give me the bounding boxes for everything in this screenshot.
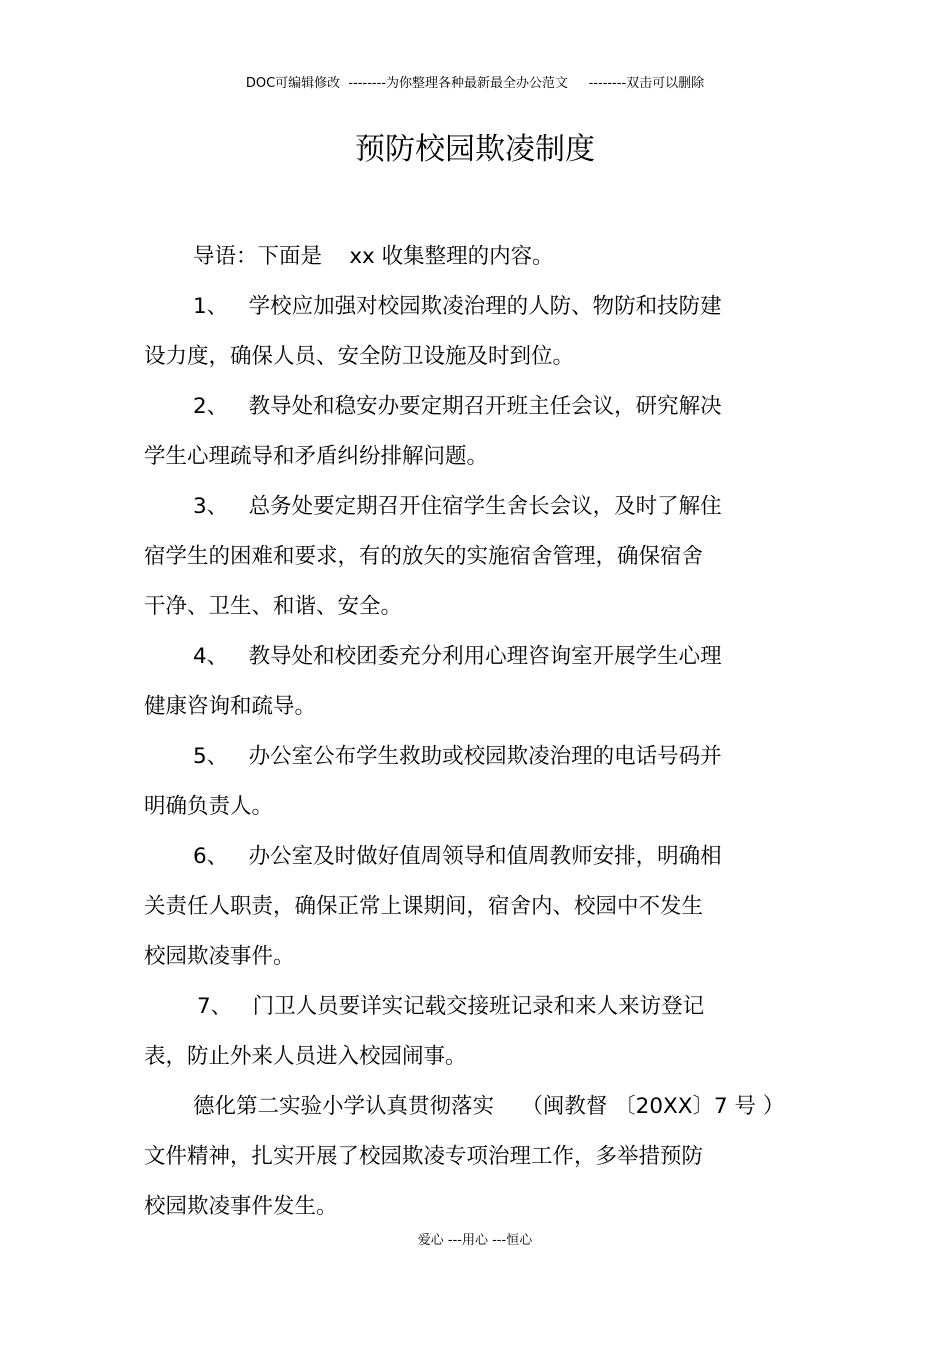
item-7-line-1: 7、 门卫人员要详实记载交接班记录和来人来访登记	[197, 994, 705, 1019]
item-1-line-2: 设力度，确保人员、安全防卫设施及时到位。	[144, 344, 575, 369]
item-4-line-1: 4、 教导处和校团委充分利用心理咨询室开展学生心理	[193, 644, 722, 669]
closing-line-3: 校园欺凌事件发生。	[144, 1194, 338, 1219]
item-4-line-2: 健康咨询和疏导。	[144, 694, 317, 719]
item-1-line-1: 1、 学校应加强对校园欺凌治理的人防、物防和技防建	[193, 294, 722, 319]
page-header: DOC可编辑修改 --------为你整理各种最新最全办公范文 --------双击可以删除	[245, 76, 705, 91]
item-6-line-2: 关责任人职责，确保正常上课期间，宿舍内、校园中不发生	[144, 894, 704, 919]
closing-line-1: 德化第二实验小学认真贯彻落实 （闽教督 〔20XX〕7 号 ）	[193, 1094, 785, 1119]
item-6-line-1: 6、 办公室及时做好值周领导和值周教师安排，明确相	[193, 844, 722, 869]
closing-line-2: 文件精神，扎实开展了校园欺凌专项治理工作，多举措预防	[144, 1144, 704, 1169]
item-3-line-1: 3、 总务处要定期召开住宿学生舍长会议，及时了解住	[193, 494, 722, 519]
item-2-line-1: 2、 教导处和稳安办要定期召开班主任会议，研究解决	[193, 394, 722, 419]
intro-line: 导语：下面是 xx 收集整理的内容。	[193, 244, 554, 269]
item-2-line-2: 学生心理疏导和矛盾纠纷排解问题。	[144, 444, 489, 469]
document-title: 预防校园欺凌制度	[355, 132, 595, 167]
item-5-line-1: 5、 办公室公布学生救助或校园欺凌治理的电话号码并	[193, 744, 722, 769]
item-7-line-2: 表，防止外来人员进入校园闹事。	[144, 1044, 467, 1069]
item-6-line-3: 校园欺凌事件。	[144, 944, 295, 969]
item-3-line-2: 宿学生的困难和要求，有的放矢的实施宿舍管理，确保宿舍	[144, 544, 704, 569]
page-footer: 爱心 ---用心 ---恒心	[417, 1233, 533, 1248]
item-5-line-2: 明确负责人。	[144, 794, 274, 819]
item-3-line-3: 干净、卫生、和谐、安全。	[144, 594, 403, 619]
